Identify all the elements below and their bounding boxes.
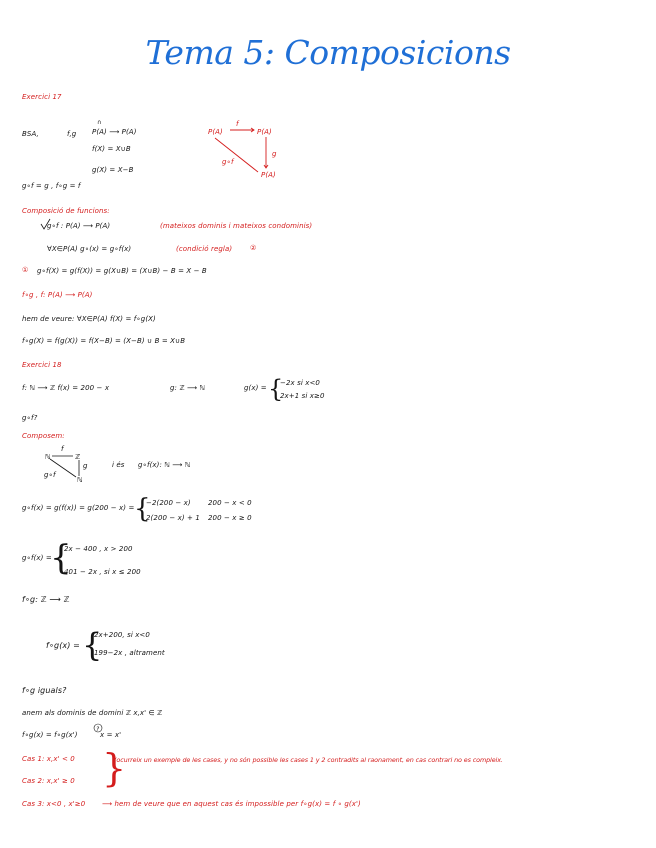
composition-note: (mateixos dominis i mateixos condominis) [160,222,313,230]
section-exercise-17: Exercici 17 [22,93,62,101]
proof-line-1: g∘f(X) = g(f(X)) = g(X∪B) = (X∪B) − B = X − B [37,267,207,275]
small-diagram-n2: ℕ [77,476,83,484]
ex18-g-signature: g: ℤ ⟶ ℕ [170,384,206,392]
fg-equal-question: f∘g iguals? [22,686,67,695]
diagram-arrow-gf [215,138,258,172]
fgx-case-1: 2x+200, si x<0 [94,631,150,639]
section-composem: Composem: [22,432,65,440]
small-diagram-g: g [83,462,88,470]
small-diagram-gf: g∘f [44,471,56,479]
small-diagram-f: f [61,445,64,453]
gfx-expansion: g∘f(x) = g(f(x)) = g(200 − x) = [22,504,135,512]
fg-equality: f∘g(x) = f∘g(x') [22,731,78,739]
section-composition: Composició de funcions: [22,207,110,215]
f-definition: f(X) = X∪B [92,145,131,153]
ex18-g-brace: { [268,375,284,403]
diagram-right-pa: P(A) [257,128,272,136]
cases-note: (ocurreix un exemple de les cases, y no són possible les cases 1 y 2 contradits al raonament, en cas contrari no es compleix. [114,756,503,764]
domain-note: anem als dominis de domini ℤ x,x' ∈ ℤ [22,709,163,717]
cases-brace: } [102,746,127,790]
composition-identities: g∘f = g , f∘g = f [22,182,81,190]
fgx-case-2: 199−2x , altrament [94,649,165,657]
g-definition: g(X) = X−B [92,166,134,174]
ex18-g-case-1: −2x si x<0 [280,379,320,387]
proof-line-4: f∘g(X) = f(g(X)) = f(X−B) = (X−B) ∪ B = X∪B [22,337,186,345]
diagram-g-label: g [272,150,277,158]
small-arrow-gf [50,459,76,477]
composition-definition: g∘f : P(A) ⟶ P(A) [47,222,111,230]
fgx-label: f∘g(x) = [46,641,80,650]
small-diagram-z: ℤ [75,453,81,461]
ex18-g-case-2: 2x+1 si x≥0 [280,392,325,400]
case-2: Cas 2: x,x' ≥ 0 [22,777,75,785]
diagram-f-label: f [236,120,239,128]
functions-f-g: f,g [67,130,77,138]
mapping-pa-pa: P(A) ⟶ P(A) [92,128,137,136]
proof-line-2: f∘g , f: P(A) ⟶ P(A) [22,291,93,299]
case-3-note: ⟶ hem de veure que en aquest cas és impossible per f∘g(x) = f ∘ g(x') [102,800,361,808]
circle-one-marker: ① [22,266,29,274]
gfx-simplified-label: g∘f(x) = [22,554,52,562]
gfx-simplified-case-1: 2x − 400 , x > 200 [64,545,133,553]
gfx-case-2: 2(200 − x) + 1 [146,514,200,522]
diagram-left-pa: P(A) [208,128,223,136]
diagram-bottom-pa: P(A) [261,171,276,179]
ex18-f-definition: f: ℕ ⟶ ℤ f(x) = 200 − x [22,384,110,392]
gfx-simplified-brace: { [50,538,72,578]
gfx-case-2-cond: 200 − x ≥ 0 [208,514,252,522]
intersection-symbol: ∩ [97,119,102,126]
gfx-simplified-case-2: 401 − 2x , si x ≤ 200 [64,568,141,576]
case-3: Cas 3: x<0 , x'≥0 [22,800,86,808]
fg-mapping: f∘g: ℤ ⟶ ℤ [22,595,70,604]
gf-mapping: g∘f(x): ℕ ⟶ ℕ [138,461,191,469]
composition-rule-note: (condició regla) [176,245,233,253]
circle-two-marker: ② [250,244,257,252]
gf-question: g∘f? [22,414,38,422]
gfx-case-1: −2(200 − x) [146,499,191,507]
check-mark [41,219,50,229]
page-title: Tema 5: Composicions [145,33,511,72]
diagram-gf-label: g∘f [222,158,234,166]
fg-equality-question-mark: ? [96,726,100,733]
composition-rule: ∀X∈P(A) g∘(x) = g∘f(x) [47,245,132,253]
small-diagram-n1: ℕ [45,453,51,461]
gfx-brace: { [134,494,151,524]
fg-equality-rhs: x = x' [100,731,122,739]
case-1: Cas 1: x,x' < 0 [22,755,75,763]
gfx-case-1-cond: 200 − x < 0 [208,499,252,507]
small-diagram-i-es: i és [112,461,125,469]
given-b-subset-a: BSA, [22,130,39,138]
ex18-g-label: g(x) = [244,384,267,392]
section-exercise-18: Exercici 18 [22,361,62,369]
fgx-brace: { [82,626,103,664]
proof-line-3: hem de veure: ∀X∈P(A) f(X) = f∘g(X) [22,315,156,323]
